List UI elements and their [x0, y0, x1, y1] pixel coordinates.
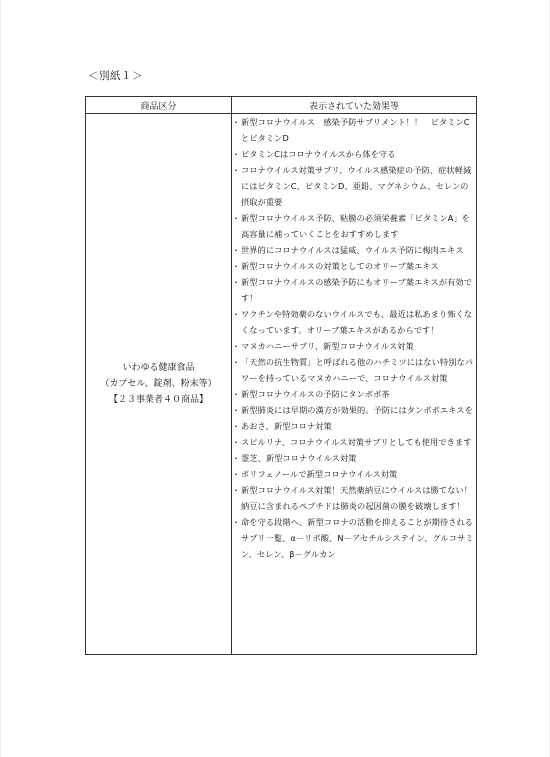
category-cell	[86, 114, 232, 655]
list-item	[232, 338, 476, 354]
effect-text: 命を守る段階へ、新型コロナの活動を抑えることが期待されるサプリ一覧、α－リポ酸、N－アセチルシステイン、グルコサミン、セレン、β－グルカン	[241, 517, 474, 559]
effect-text: ワクチンや特効薬のないウイルスでも、最近は私あまり怖くなくなっています。オリーブ葉エキスがあるからです！	[241, 309, 473, 335]
bullet-marker: ・	[232, 213, 241, 223]
effect-text: スピルリナ、コロナウイルス対策サプリとしても使用できます	[241, 437, 472, 447]
effect-text: 新型コロナウイルス予防、粘膜の必須栄養素「ビタミンA」を高容量に補っていくことをおすすめします	[241, 213, 470, 239]
bullet-marker: ・	[232, 277, 241, 287]
effect-text: 世界的にコロナウイルスは猛威、ウイルス予防に梅肉エキス	[241, 245, 464, 255]
bullet-marker: ・	[232, 165, 241, 175]
list-item	[232, 418, 476, 434]
product-effects-table	[85, 96, 477, 655]
effect-text: コロナウイルス対策サプリ、ウイルス感染症の予防、症状軽減にはビタミンC、ビタミンD、亜鉛、マグネシウム、セレンの摂取が重要	[241, 165, 472, 207]
bullet-marker: ・	[232, 117, 241, 127]
bullet-marker: ・	[232, 437, 241, 447]
effect-text: 霊芝、新型コロナウイルス対策	[241, 453, 357, 463]
list-item	[232, 514, 476, 562]
list-item	[232, 306, 476, 338]
list-item	[232, 402, 476, 418]
effect-text: 新型コロナウイルスの感染予防にもオリーブ葉エキスが有効です！	[241, 277, 472, 303]
list-item	[232, 114, 476, 146]
effect-text: ビタミンCはコロナウイルスから体を守る	[241, 149, 396, 159]
effect-text: 新型肺炎には早期の漢方が効果的。予防にはタンポポエキスを	[241, 405, 473, 415]
bullet-marker: ・	[232, 517, 241, 527]
list-item	[232, 466, 476, 482]
bullet-marker: ・	[232, 245, 241, 255]
list-item	[232, 162, 476, 210]
list-item	[232, 434, 476, 450]
table-row	[86, 114, 477, 655]
list-item	[232, 482, 476, 514]
effect-text: ポリフェノールで新型コロナウイルス対策	[241, 469, 398, 479]
bullet-marker: ・	[232, 357, 241, 367]
effects-cell	[232, 114, 477, 655]
list-item	[232, 386, 476, 402]
list-item	[232, 258, 476, 274]
bullet-marker: ・	[232, 485, 241, 495]
category-name: いわゆる健康食品	[122, 363, 195, 373]
table-header-row	[86, 97, 477, 114]
list-item	[232, 274, 476, 306]
bullet-marker: ・	[232, 149, 241, 159]
effect-text: 新型コロナウイルス対策！天然薬納豆にウイルスは勝てない！納豆に含まれるペプチドは肺炎の起因菌の膜を破壊します！	[241, 485, 473, 511]
effect-text: マヌカハニーサプリ、新型コロナウイルス対策	[241, 341, 414, 351]
effect-text: あおさ、新型コロナ対策	[241, 421, 332, 431]
header-product-category: 商品区分	[86, 97, 232, 114]
bullet-marker: ・	[232, 389, 241, 399]
list-item	[232, 354, 476, 386]
effects-list	[232, 114, 476, 562]
effect-text: 新型コロナウイルスの予防にタンポポ茶	[241, 389, 390, 399]
list-item	[232, 450, 476, 466]
bullet-marker: ・	[232, 405, 241, 415]
category-count: 【２３事業者４０商品】	[108, 395, 208, 405]
category-forms: （カプセル、錠剤、粉末等）	[100, 379, 217, 389]
list-item	[232, 242, 476, 258]
attachment-heading: ＜別紙１＞	[88, 70, 143, 82]
effect-text: 「天然の抗生物質」と呼ばれる他のハチミツにはない特別なパワーを持っているマヌカハニーで、コロナウイルス対策	[241, 357, 474, 383]
effect-text: 新型コロナウイルス 感染予防サプリメント！！ ビタミンCとビタミンD	[241, 117, 470, 143]
bullet-marker: ・	[232, 309, 241, 319]
effect-text: 新型コロナウイルスの対策としてのオリーブ葉エキス	[241, 261, 439, 271]
bullet-marker: ・	[232, 421, 241, 431]
list-item	[232, 146, 476, 162]
bullet-marker: ・	[232, 469, 241, 479]
list-item	[232, 210, 476, 242]
bullet-marker: ・	[232, 341, 241, 351]
header-displayed-effects: 表示されていた効果等	[232, 97, 477, 114]
bullet-marker: ・	[232, 261, 241, 271]
bullet-marker: ・	[232, 453, 241, 463]
